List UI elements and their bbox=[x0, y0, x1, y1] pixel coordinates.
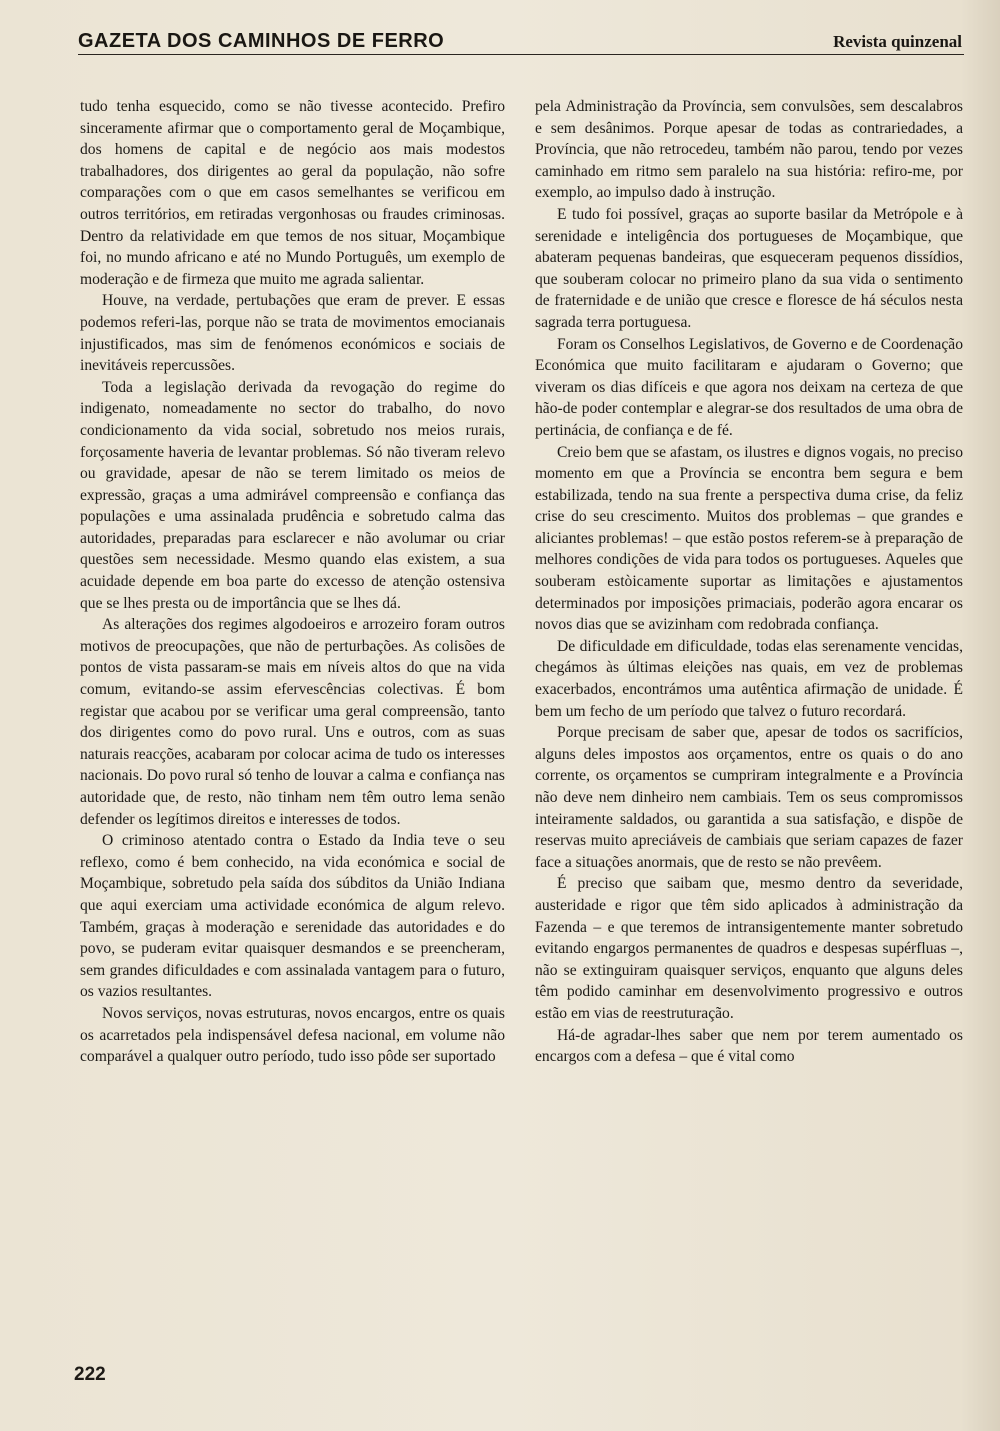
right-paragraph-4: Creio bem que se afastam, os ilustres e dignos vogais, no preciso momento em que a Província se encontra bem segura e bem estabilizada, tendo na sua frente a perspectiva duma crise, da feliz crise do seu crescimento. Muitos dos problemas – que grandes e aliciantes problemas! – que estão postos referem-se à preparação de melhores condições de vida para todos os portugueses. Aqueles que souberam estòicamente suportar as limitações e ajustamentos determinados por imposições primaciais, poderão agora encarar os novos dias que se avizinham com redobrada confiança. bbox=[535, 443, 963, 634]
right-paragraph-6: Porque precisam de saber que, apesar de todos os sacrifícios, alguns deles impostos aos orçamentos, entre os quais o do ano corrente, os orçamentos se cumpriram integralmente e a Província não deve nem dinheiro nem cambiais. Tem os seus compromissos inteiramente saldados, ou garantida a sua satisfação, e dispõe de reservas muito apreciáveis de cambiais que seriam capazes de fazer face a situações anormais, que de resto se não prevêem. bbox=[535, 724, 963, 871]
page-header bbox=[78, 26, 962, 56]
right-paragraph-2: E tudo foi possível, graças ao suporte basilar da Metrópole e à serenidade e inteligência dos portugueses de Moçambique, que abateram pequenas bandeiras, que esqueceram pequenos dissídios, que souberam colocar no primeiro plano da sua vida o sentimento de fraternidade e de união que cresce e floresce de há séculos nesta sagrada terra portuguesa. bbox=[535, 205, 963, 331]
right-paragraph-5: De dificuldade em dificuldade, todas elas serenamente vencidas, chegámos às últimas eleições nas quais, em vez de problemas exacerbados, encontrámos uma autêntica afirmação de unidade. É bem um fecho de um período que talvez o futuro recordará. bbox=[535, 637, 963, 720]
header-divider bbox=[78, 54, 964, 55]
right-paragraph-7: É preciso que saibam que, mesmo dentro da severidade, austeridade e rigor que têm sido aplicados à administração da Fazenda – e que teremos de intransigentemente manter sobretudo evitando engargos permanentes de quadros e despesas supérfluas –, não se extinguiram quaisquer serviços, enquanto que alguns deles têm podido caminhar em desenvolvimento progressivo e outros estão em vias de reestruturação. bbox=[535, 875, 963, 1022]
left-paragraph-2: Houve, na verdade, pertubações que eram de prever. E essas podemos referi-las, porque não se trata de movimentos emocianais injustificados, mas sim de fenómenos económicos e sociais de inevitáveis repercussões. bbox=[80, 292, 505, 375]
left-paragraph-6: Novos serviços, novas estruturas, novos encargos, entre os quais os acarretados pela indispensável defesa nacional, em volume não comparável a qualquer outro período, tudo isso pôde ser suportado bbox=[80, 1004, 505, 1066]
left-column bbox=[80, 96, 505, 1068]
right-paragraph-8: Há-de agradar-lhes saber que nem por terem aumentado os encargos com a defesa – que é vital como bbox=[535, 1026, 963, 1066]
left-paragraph-4: As alterações dos regimes algodoeiros e arrozeiro foram outros motivos de preocupações, que não de perturbações. As colisões de pontos de vista passaram-se mais em níveis altos do que na vida comum, evitando-se assim efervescências colectivas. É bom registar que acabou por se verificar uma geral compreensão, tanto dos dirigentes como do povo rural. Uns e outros, com as suas naturais reacções, acabaram por colocar acima de tudo os interesses nacionais. Do povo rural só tenho de louvar a calma e confiança nas autoridade que, de resto, não tinham nem têm outro lema senão defender os legítimos direitos e interesses de todos. bbox=[80, 616, 505, 828]
right-paragraph-3: Foram os Conselhos Legislativos, de Governo e de Coordenação Económica que muito facilitaram e ajudaram o Governo; que viveram os dias difíceis e que agora nos deixam na certeza de que hão-de poder contemplar e alegrar-se dos resultados de uma obra de pertinácia, de confiança e de fé. bbox=[535, 335, 963, 439]
left-paragraph-5: O criminoso atentado contra o Estado da India teve o seu reflexo, como é bem conhecido, na vida económica e social de Moçambique, sobretudo pela saída dos súbditos da União Indiana que aqui exerciam uma actividade económica de algum relevo. Também, graças à moderação e serenidade das autoridades e do povo, se puderam evitar quaisquer desmandos e se preencheram, sem grandes dificuldades e com assinalada vantagem para o futuro, os vazios resultantes. bbox=[80, 832, 505, 1001]
publication-subtitle: Revista quinzenal bbox=[833, 32, 962, 51]
left-paragraph-3: Toda a legislação derivada da revogação do regime do indigenato, nomeadamente no sector do trabalho, do novo condicionamento da vida social, sobretudo nos meios rurais, forçosamente haveria de levantar problemas. Só não tiveram relevo ou gravidade, apesar de não se terem limitado os meios de expressão, graças a uma admirável compreensão e confiança das populações e uma assinalada prudência e sobretudo calma das autoridades, preparadas para esclarecer e não avolumar ou criar questões sem necessidade. Mesmo quando elas existem, a sua acuidade depende em boa parte do excesso de atenção ostensiva que se lhes presta ou de importância que se lhes dá. bbox=[80, 378, 505, 612]
left-paragraph-1: tudo tenha esquecido, como se não tivesse acontecido. Prefiro sinceramente afirmar que o comportamento geral de Moçambique, dos homens de capital e de negócio aos mais modestos trabalhadores, dos dirigentes ao geral da população, não sofre comparações com o que em casos semelhantes se verificou em outros territórios, em retiradas vergonhosas ou fraudes criminosas. Dentro da relatividade em que temos de nos situar, Moçambique foi, no mundo africano e até no Mundo Português, um exemplo de moderação e de firmeza que muito me agrada salientar. bbox=[80, 98, 505, 288]
right-paragraph-1: pela Administração da Província, sem convulsões, sem descalabros e sem desânimos. Porque apesar de todas as contrariedades, a Província, que não retrocedeu, também não parou, tendo por vezes caminhado em ritmo sem paralelo na sua história: refiro-me, por exemplo, ao impulso dado à instrução. bbox=[535, 98, 963, 202]
publication-title: GAZETA DOS CAMINHOS DE FERRO bbox=[78, 30, 445, 52]
right-column bbox=[535, 96, 963, 1068]
page-number: 222 bbox=[74, 1364, 106, 1385]
